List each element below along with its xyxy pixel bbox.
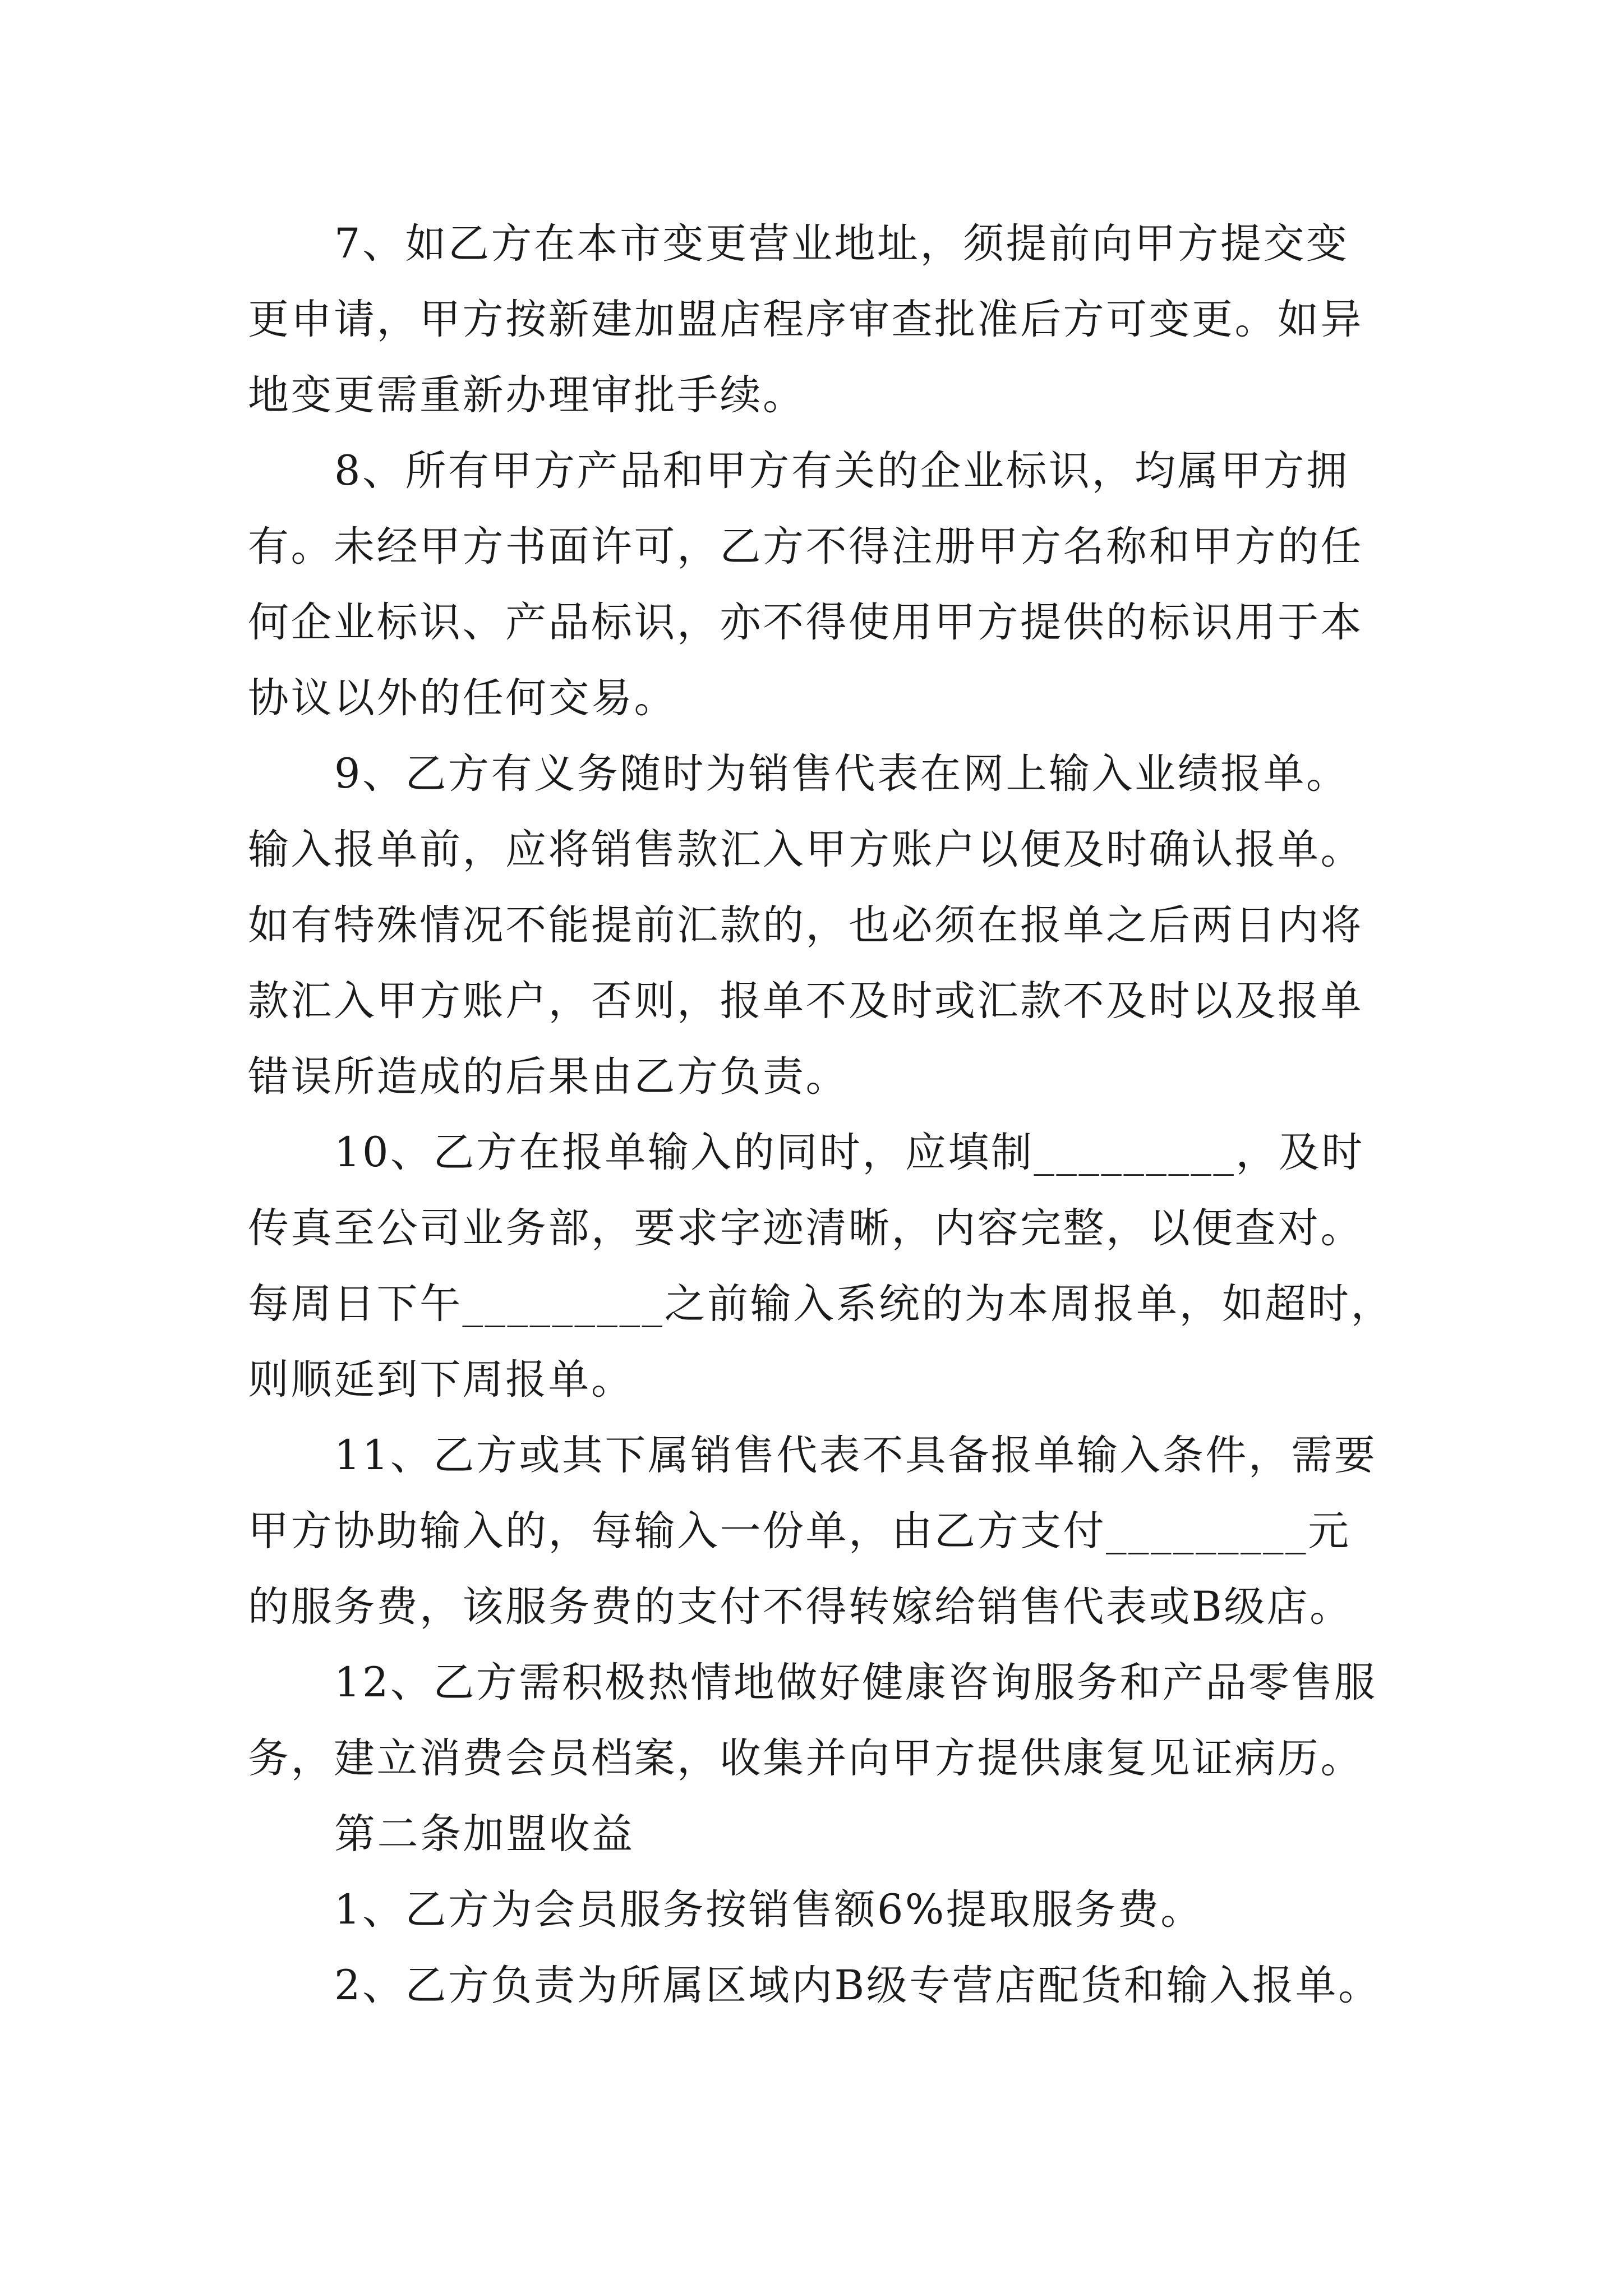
clause-10-line-2: 传真至公司业务部，要求字迹清晰，内容完整，以便查对。 (248, 1204, 1363, 1252)
clause-11-line-1: 11、乙方或其下属销售代表不具备报单输入条件，需要 (334, 1432, 1377, 1479)
clause-8-line-2: 有。未经甲方书面许可，乙方不得注册甲方名称和甲方的任 (248, 523, 1363, 570)
clause-12-line-2: 务，建立消费会员档案，收集并向甲方提供康复见证病历。 (248, 1734, 1363, 1782)
clause-7-line-1: 7、如乙方在本市变更营业地址，须提前向甲方提交变 (334, 220, 1349, 268)
benefit-2-line: 2、乙方负责为所属区域内B级专营店配货和输入报单。 (334, 1962, 1381, 2009)
clause-10-line-4: 则顺延到下周报单。 (248, 1356, 634, 1404)
clause-12-line-1: 12、乙方需积极热情地做好健康咨询服务和产品零售服 (334, 1659, 1377, 1706)
clause-9-line-4: 款汇入甲方账户，否则，报单不及时或汇款不及时以及报单 (248, 977, 1363, 1025)
clause-10-line-1: 10、乙方在报单输入的同时，应填制_________，及时 (334, 1129, 1364, 1176)
clause-9-line-2: 输入报单前，应将销售款汇入甲方账户以便及时确认报单。 (248, 826, 1363, 873)
clause-8-line-4: 协议以外的任何交易。 (248, 674, 677, 722)
benefit-1-line: 1、乙方为会员服务按销售额6%提取服务费。 (334, 1886, 1204, 1934)
clause-10-line-3: 每周日下午_________之前输入系统的为本周报单，如超时， (248, 1280, 1394, 1328)
clause-11-line-3: 的服务费，该服务费的支付不得转嫁给销售代表或B级店。 (248, 1583, 1353, 1631)
clause-7-line-3: 地变更需重新办理审批手续。 (248, 371, 806, 419)
clause-8-line-1: 8、所有甲方产品和甲方有关的企业标识，均属甲方拥 (334, 447, 1349, 495)
clause-7-line-2: 更申请，甲方按新建加盟店程序审查批准后方可变更。如异 (248, 296, 1363, 343)
clause-11-line-2: 甲方协助输入的，每输入一份单，由乙方支付_________元 (248, 1507, 1351, 1555)
clause-9-line-3: 如有特殊情况不能提前汇款的，也必须在报单之后两日内将 (248, 901, 1363, 949)
clause-9-line-1: 9、乙方有义务随时为销售代表在网上输入业绩报单。 (334, 750, 1349, 798)
section-heading: 第二条加盟收益 (334, 1810, 635, 1858)
clause-8-line-3: 何企业标识、产品标识，亦不得使用甲方提供的标识用于本 (248, 599, 1363, 646)
clause-9-line-5: 错误所造成的后果由乙方负责。 (248, 1053, 849, 1101)
